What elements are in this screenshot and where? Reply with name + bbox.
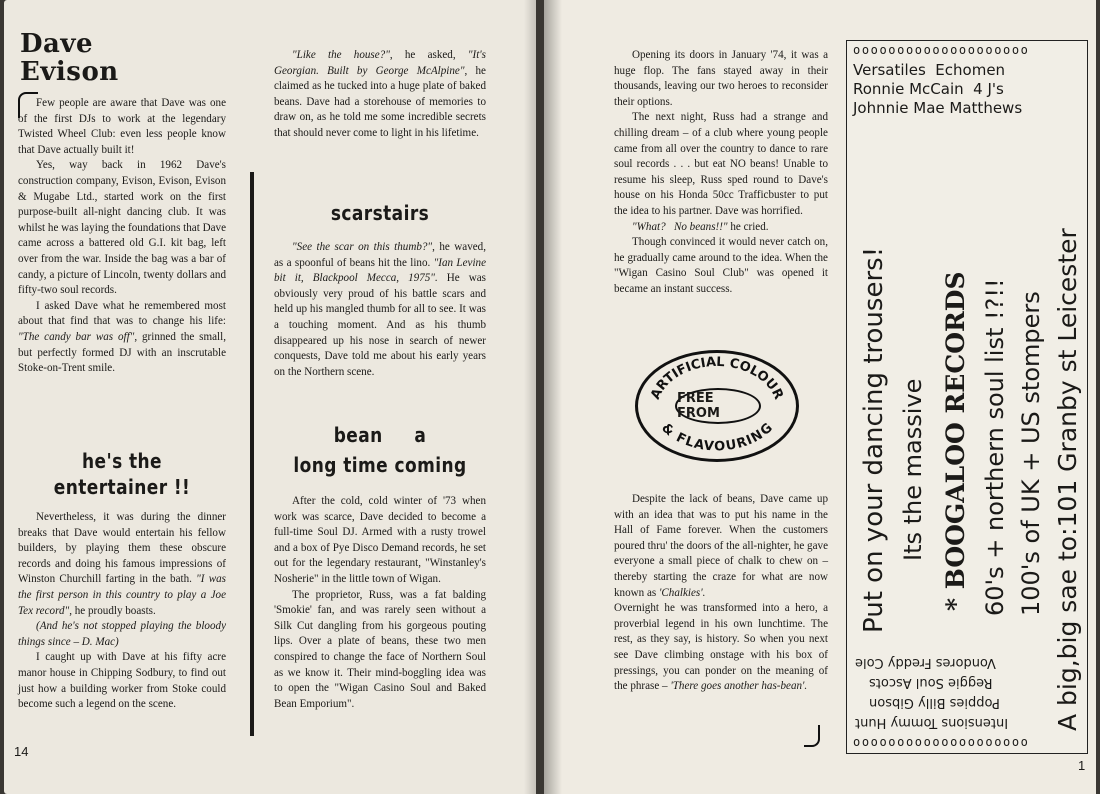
upside-down-row: Vondores Freddy Cole bbox=[855, 655, 996, 670]
title-line-2: Evison bbox=[20, 57, 119, 87]
paragraph-aside: (And he's not stopped playing the bloody things since – D. Mac) bbox=[18, 620, 226, 648]
column-2-middle bbox=[274, 240, 486, 380]
subheading-scarstairs: scarstairs bbox=[330, 201, 430, 225]
column-2-bottom bbox=[274, 494, 486, 712]
dot-border-top: oooooooooooooooooooo bbox=[853, 43, 1030, 57]
column-1-bottom bbox=[18, 510, 226, 713]
upside-down-row: Reggie Soul Ascots bbox=[869, 675, 993, 690]
upside-down-row: Poppies Billy Gibson bbox=[869, 695, 1000, 710]
column-3-bottom bbox=[614, 492, 828, 695]
title-line-1: Dave bbox=[20, 29, 94, 59]
paragraph: "See the scar on this thumb?", he waved, as a spoonful of beans hit the lino. "Ian Levine bit it, Blackpool Mecca, 1975". He was obviously very proud of his battle scars and held up his mangled thumb for all to see. It was a touching moment. And as his thumb disappeared up his nose in search of newer conquests, Dave told me about his early years on the Northern scene. bbox=[274, 241, 486, 378]
paragraph: I caught up with Dave at his fifty acre manor house in Chipping Sodbury, to find out just how a building worker from Stoke could become such a legend on the scene. bbox=[18, 651, 226, 711]
badge-center-label: FREE FROM bbox=[675, 388, 761, 424]
page-number-left: 14 bbox=[14, 744, 29, 759]
paragraph: Though convinced it would never catch on, he gradually came around to the idea. When the "Wigan Casino Soul Club" was opened it became an instant success. bbox=[614, 236, 828, 295]
artist-row: Versatiles Echomen bbox=[853, 61, 1006, 79]
paragraph: The next night, Russ had a strange and chilling dream – of a club where young people came from all over the country to dance to rare soul records . . . but eat NO beans! Unable to resume his sleep, Russ sped round to Dave's house on his Honda 50cc Trafficbuster to put the idea to his partner. Dave was horrified. bbox=[614, 111, 828, 217]
column-1-top bbox=[18, 96, 226, 377]
ad-line-5: 100's of UK + US stompers bbox=[1017, 291, 1045, 616]
subheading-bean-a-long-time-coming: bean a long time coming bbox=[293, 423, 467, 477]
ad-line-6: A big,big sae to:101 Granby st Leicester bbox=[1053, 228, 1082, 731]
artist-row: Johnnie Mae Matthews bbox=[853, 99, 1023, 117]
artist-row: Ronnie McCain 4 J's bbox=[853, 80, 1004, 98]
page-number-right: 1 bbox=[1078, 758, 1086, 773]
ad-line-4: 60's + northern soul list !?!! bbox=[981, 278, 1009, 616]
badge-top-text: ARTIFICIAL COLOUR bbox=[648, 354, 786, 402]
left-page bbox=[4, 0, 536, 794]
paragraph: Yes, way back in 1962 Dave's construction company, Evison, Evison, Evison & Mugabe Ltd., started work on the first purpose-built all-night dancing club. It was whilst he was laying the foundations that Dave came across a battered old G.I. kit bag, left over from the war. Inside the bag was a bar of candy, a picture of Lincoln, twenty dollars and fifty-two soul records. bbox=[18, 159, 226, 297]
paragraph: Opening its doors in January '74, it was a huge flop. The fans stayed away in their thousands, leaving our two heroes to reconsider their options. bbox=[614, 49, 828, 108]
paragraph: Despite the lack of beans, Dave came up with an idea that was to put his name in the Hall of Fame forever. When the customers poured thru' the doors of the all-nighter, he gave everyone a small piece of chalk to chew on – thereby starting the craze for what are now known as 'Chalkies'. bbox=[614, 493, 828, 599]
ad-line-2: Its the massive bbox=[899, 378, 927, 561]
artificial-colour-badge bbox=[635, 350, 799, 462]
spine-shadow bbox=[524, 0, 536, 794]
paragraph: "Like the house?", he asked, "It's Georgian. Built by George McAlpine", he claimed as he tucked into a huge plate of baked beans. Dave had a storehouse of memories to draw on, as he told me some incredible secrets that should never come to light in his lifetime. bbox=[274, 49, 486, 139]
paragraph: "What? No beans!!" he cried. bbox=[632, 220, 769, 233]
paragraph: The proprietor, Russ, was a fat balding 'Smokie' fan, and was rarely seen without a Silk Cut dangling from his gorgeous pouting lips. Over a plate of beans, these two men conspired to change the face of Northern Soul as we know it. Their mind-boggling idea was to open the "Wigan Casino Soul and Baked Bean Emporium". bbox=[274, 588, 486, 710]
spine-shadow bbox=[544, 0, 562, 794]
dot-border-bottom: oooooooooooooooooooo bbox=[853, 735, 1030, 749]
article-title bbox=[20, 30, 119, 86]
column-2-top bbox=[274, 48, 486, 142]
upside-down-row: Intensions Tommy Hunt bbox=[855, 715, 1009, 730]
paragraph: Overnight he was transformed into a hero, a proverbial legend in his own lunchtime. The rest, as they say, is history. So when you next see Dave climbing onstage with his box of pressings, you can ponder on the meaning of the phrase – 'There goes another has-bean'. bbox=[614, 602, 828, 693]
badge-bottom-text: & FLAVOURING bbox=[658, 420, 776, 455]
corner-bracket bbox=[804, 725, 820, 747]
column-rule bbox=[250, 172, 254, 736]
paragraph: Nevertheless, it was during the dinner breaks that Dave would entertain his fellow builders, by playing them these obscure records and doing his famous impressions of Winston Churchill farting in the bath. "I was the first person in this country to play a Joe Tex record", he proudly boasts. bbox=[18, 511, 226, 617]
boogaloo-records-ad bbox=[846, 40, 1088, 754]
paragraph: Few people are aware that Dave was one of the first DJs to work at the legendary Twisted Wheel Club: even less people know that Dave actually built it! bbox=[18, 97, 226, 156]
paragraph: After the cold, cold winter of '73 when work was scarce, Dave decided to become a full-time Soul DJ. Armed with a rusty trowel and a box of Pye Disco Demand records, he set out for the legendary restaurant, "Winstanley's Nosherie" in the little town of Wigan. bbox=[274, 495, 486, 585]
column-3-top bbox=[614, 48, 828, 298]
subheading-entertainer: he's the entertainer !! bbox=[53, 449, 191, 499]
ad-line-1: Put on your dancing trousers! bbox=[859, 246, 889, 633]
paragraph: I asked Dave what he remembered most about that find that was to change his life: "The candy bar was off", grinned the small, but perfectly formed DJ with an inscrutable Stoke-on-Trent smile. bbox=[18, 299, 226, 375]
ad-line-3: * BOOGALOO RECORDS bbox=[941, 271, 970, 611]
